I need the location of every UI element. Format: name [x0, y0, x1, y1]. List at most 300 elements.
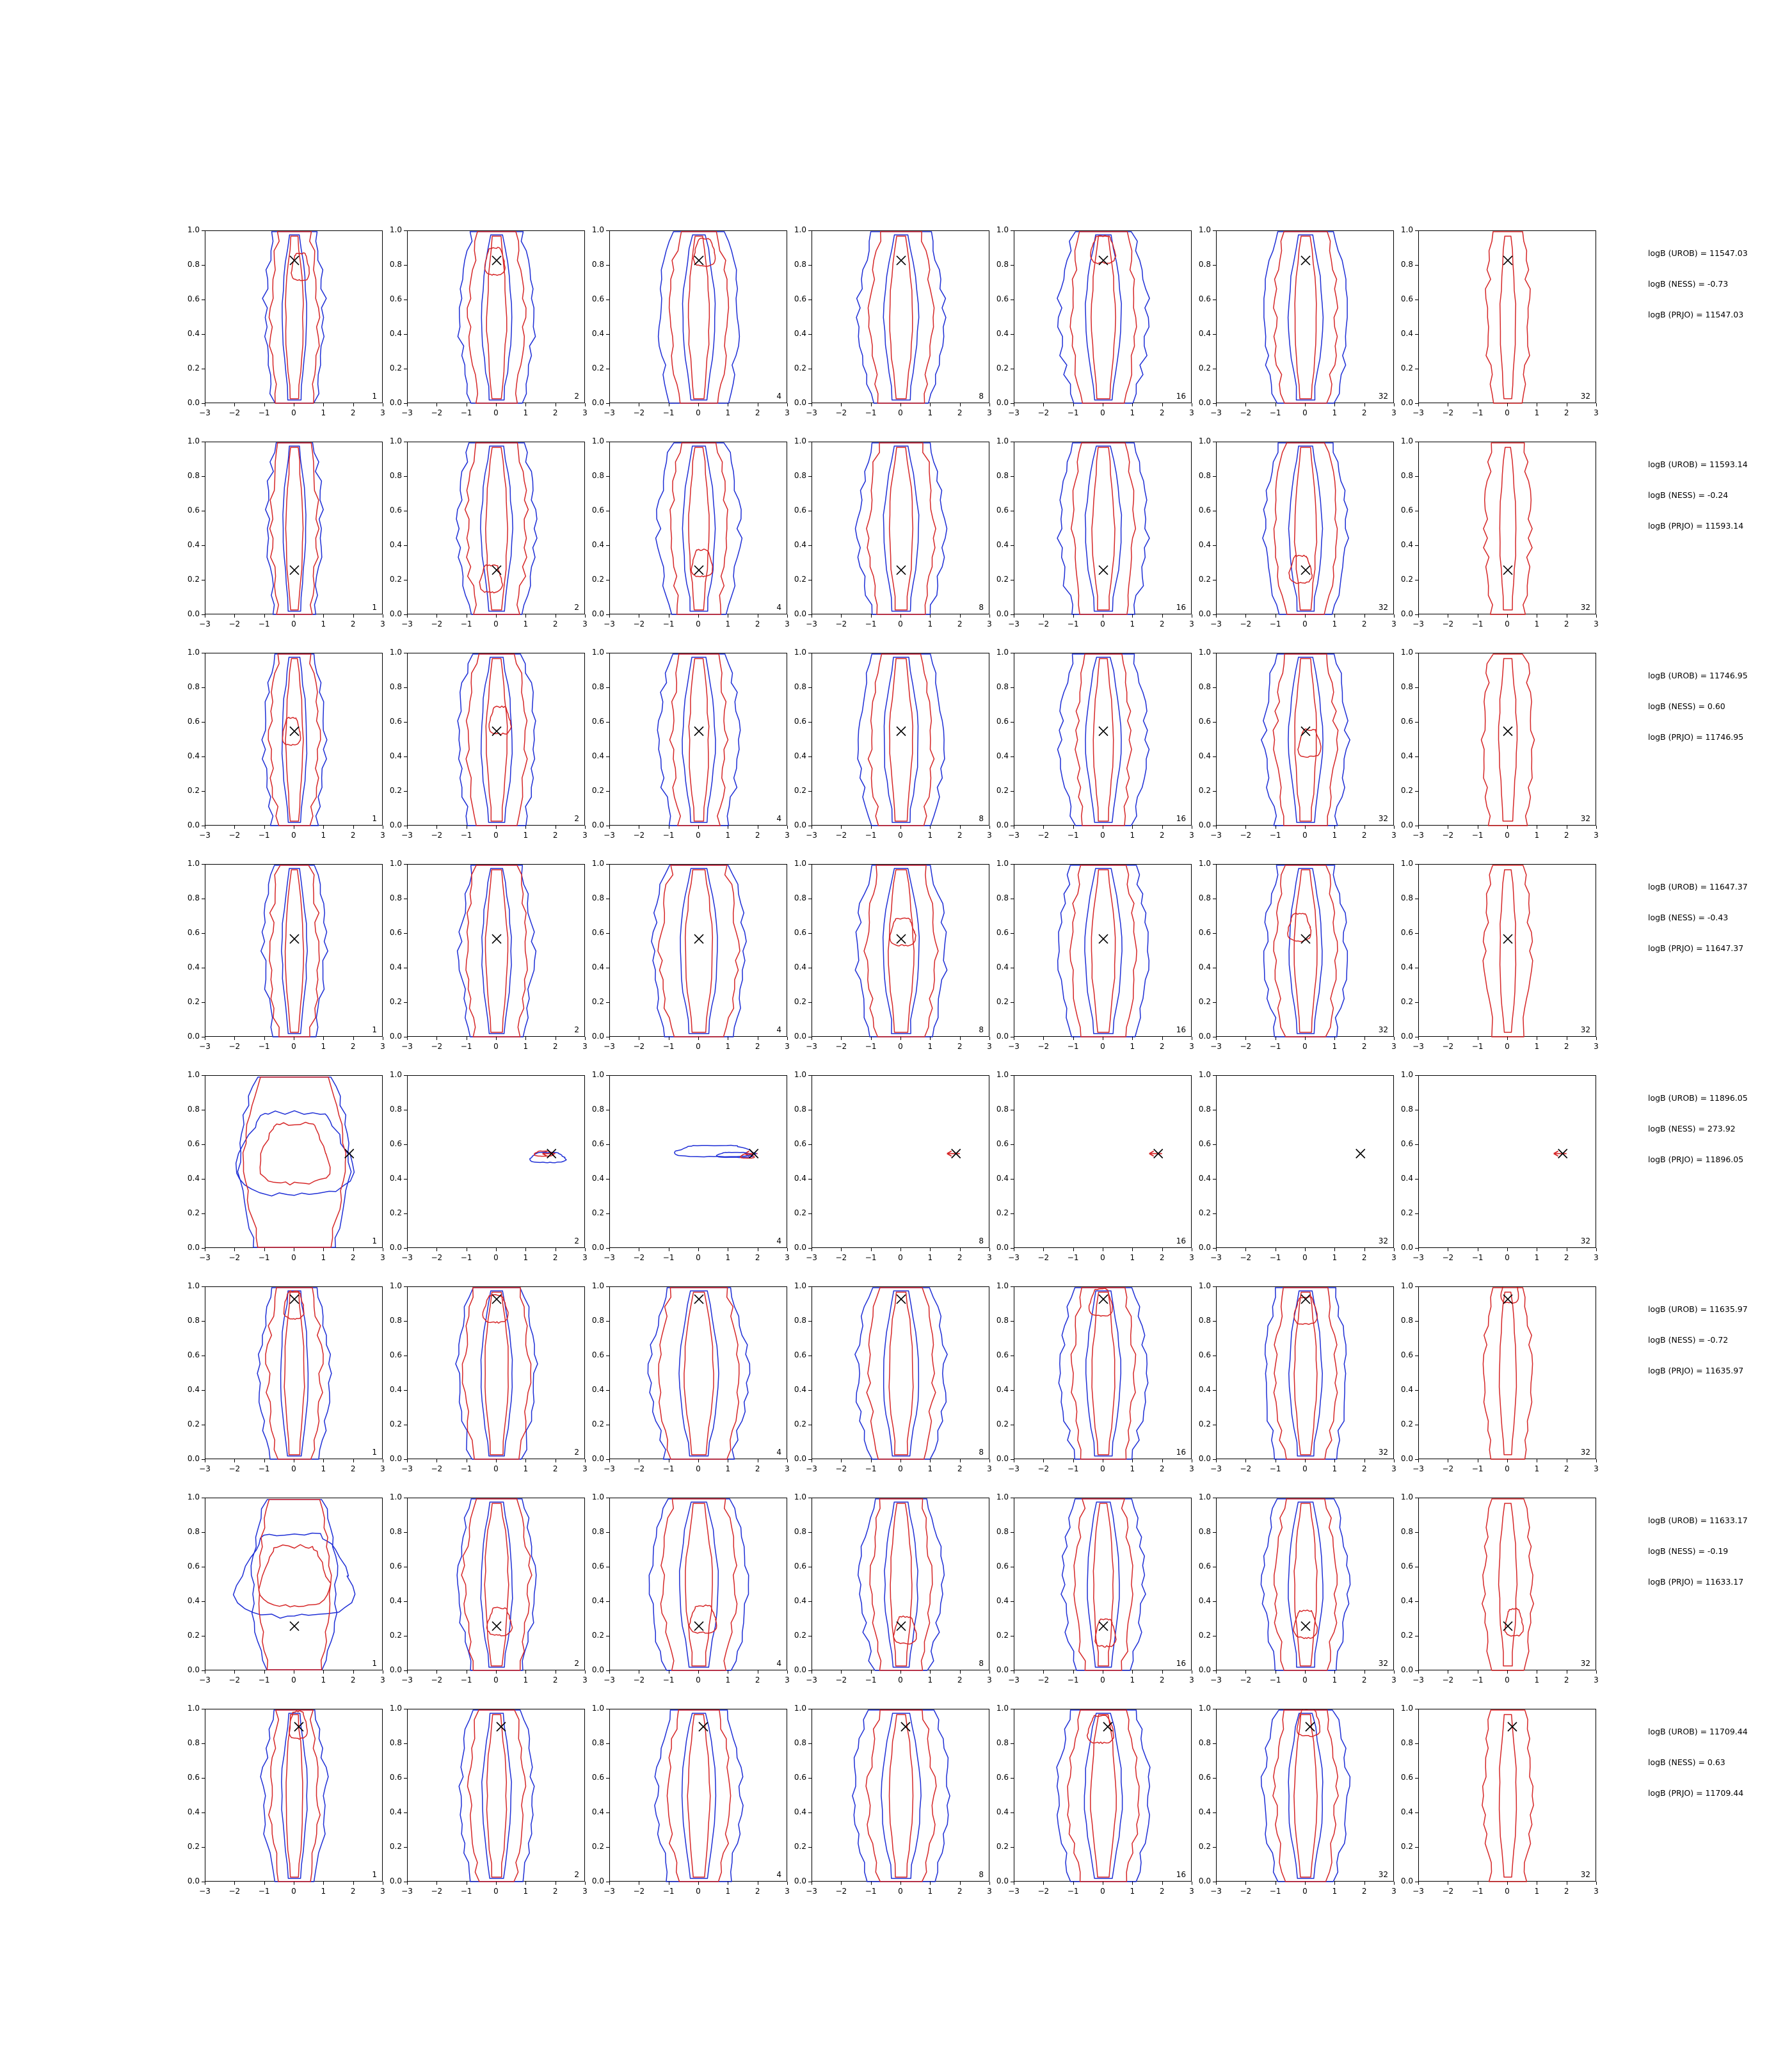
x-tick-label: −2 — [633, 620, 645, 628]
y-tick-label: 0.6 — [187, 1139, 200, 1148]
x-tick-label: −2 — [1442, 408, 1454, 417]
x-tick-label: 0 — [696, 1887, 701, 1896]
series-a-contour — [486, 447, 508, 610]
y-tick-label: 0.8 — [591, 1527, 604, 1536]
y-tick-label: 0.6 — [1400, 1773, 1413, 1782]
x-tick-mark — [1245, 826, 1246, 829]
y-tick-label: 0.8 — [187, 682, 200, 691]
y-tick-label: 0.2 — [389, 786, 402, 795]
x-tick-mark — [1364, 1882, 1365, 1885]
y-tick-mark — [202, 1321, 205, 1322]
y-tick-mark — [404, 1390, 407, 1391]
contour-plot — [1217, 1287, 1395, 1460]
y-tick-mark — [606, 933, 609, 934]
y-tick-label: 0.6 — [591, 717, 604, 726]
y-tick-label: 0.2 — [187, 1208, 200, 1217]
x-tick-label: −2 — [1240, 1464, 1252, 1473]
contour-panel — [1216, 864, 1394, 1037]
y-tick-mark — [606, 756, 609, 757]
y-tick-mark — [404, 334, 407, 335]
y-tick-label: 0.2 — [1198, 1631, 1211, 1640]
row-annotation: logB (NESS) = -0.24 — [1648, 490, 1729, 500]
series-a-contour — [486, 870, 508, 1032]
y-tick-label: 1.0 — [1400, 1704, 1413, 1713]
contour-plot — [1217, 653, 1395, 826]
x-tick-label: −3 — [1008, 1253, 1020, 1262]
x-tick-label: −2 — [1442, 1042, 1454, 1051]
x-tick-label: 2 — [755, 1887, 760, 1896]
y-tick-mark — [606, 1743, 609, 1744]
x-tick-mark — [1305, 1882, 1306, 1885]
y-tick-label: 0.4 — [591, 329, 604, 338]
y-tick-label: 1.0 — [996, 1281, 1009, 1290]
x-tick-label: 3 — [987, 1887, 992, 1896]
y-tick-label: 0.6 — [794, 1562, 806, 1571]
series-a-contour — [658, 865, 740, 1037]
y-tick-mark — [1213, 687, 1216, 688]
x-tick-label: −1 — [1471, 1676, 1484, 1684]
y-tick-label: 0.8 — [389, 1105, 402, 1114]
y-tick-mark — [1011, 1321, 1014, 1322]
series-b-contour — [655, 1710, 743, 1882]
x-tick-label: 2 — [1564, 1887, 1569, 1896]
contour-panel — [812, 1286, 989, 1459]
x-tick-mark — [1162, 614, 1163, 618]
x-tick-label: −1 — [460, 1887, 472, 1896]
y-tick-mark — [1213, 722, 1216, 723]
y-tick-label: 0.2 — [794, 1208, 806, 1217]
y-tick-mark — [1011, 1144, 1014, 1145]
x-tick-label: 0 — [898, 620, 903, 628]
y-tick-label: 0.2 — [591, 1631, 604, 1640]
y-tick-label: 0.4 — [794, 1385, 806, 1394]
y-tick-label: 0.4 — [996, 1385, 1009, 1394]
y-tick-label: 0.0 — [187, 820, 200, 829]
series-b-contour — [261, 865, 328, 1037]
y-tick-label: 0.4 — [389, 1807, 402, 1816]
x-tick-mark — [1596, 614, 1597, 618]
y-tick-mark — [1011, 334, 1014, 335]
x-tick-label: 3 — [582, 1887, 588, 1896]
x-tick-mark — [353, 1037, 354, 1040]
panel-count-label: 16 — [1176, 1236, 1186, 1245]
x-tick-label: 2 — [552, 831, 558, 840]
x-tick-label: −1 — [865, 1042, 877, 1051]
series-b-contour — [1061, 1499, 1146, 1670]
contour-plot — [812, 653, 990, 826]
x-tick-mark — [353, 1670, 354, 1674]
y-tick-label: 0.6 — [996, 1773, 1009, 1782]
y-tick-label: 0.4 — [794, 540, 806, 549]
x-tick-mark — [323, 403, 324, 406]
y-tick-label: 0.8 — [591, 893, 604, 902]
x-tick-label: 2 — [1361, 831, 1367, 840]
series-b-contour — [251, 1500, 337, 1670]
row-annotation: logB (PRJO) = 11746.95 — [1648, 732, 1744, 742]
series-b-contour — [262, 654, 327, 826]
x-tick-mark — [1245, 403, 1246, 406]
x-tick-mark — [1305, 1670, 1306, 1674]
x-tick-label: 3 — [380, 620, 385, 628]
x-tick-mark — [323, 1670, 324, 1674]
x-tick-label: 2 — [957, 408, 963, 417]
panel-count-label: 32 — [1378, 1025, 1388, 1034]
x-tick-mark — [1596, 403, 1597, 406]
truth-marker — [1503, 256, 1512, 265]
truth-marker — [492, 566, 501, 575]
x-tick-mark — [1216, 1037, 1217, 1040]
x-tick-label: 3 — [785, 831, 790, 840]
x-tick-label: 3 — [785, 1887, 790, 1896]
x-tick-label: 2 — [350, 1676, 356, 1684]
y-tick-mark — [1011, 476, 1014, 477]
x-tick-mark — [1305, 614, 1306, 618]
y-tick-mark — [1213, 334, 1216, 335]
y-tick-label: 0.6 — [591, 1139, 604, 1148]
series-a-contour — [1294, 870, 1317, 1032]
contour-plot — [812, 1287, 990, 1460]
y-tick-mark — [1415, 1812, 1418, 1813]
y-tick-label: 1.0 — [591, 1070, 604, 1079]
series-a-contour — [689, 1605, 717, 1633]
series-a-contour — [1483, 865, 1533, 1037]
x-tick-label: −1 — [1269, 1464, 1281, 1473]
x-tick-label: −1 — [1269, 1253, 1281, 1262]
x-tick-mark — [900, 1670, 901, 1674]
x-tick-mark — [496, 1037, 497, 1040]
x-tick-label: 2 — [755, 620, 760, 628]
series-b-contour — [237, 1077, 351, 1247]
y-tick-label: 0.2 — [591, 786, 604, 795]
contour-plot — [1419, 231, 1597, 404]
x-tick-mark — [609, 614, 610, 618]
x-tick-mark — [1305, 1248, 1306, 1251]
truth-marker — [1301, 727, 1310, 736]
x-tick-label: 1 — [1332, 1887, 1338, 1896]
x-tick-mark — [609, 1037, 610, 1040]
contour-panel — [1014, 1075, 1192, 1248]
y-tick-label: 0.0 — [794, 820, 806, 829]
x-tick-label: 1 — [927, 1253, 933, 1262]
series-b-contour — [266, 443, 323, 614]
y-tick-label: 0.4 — [591, 751, 604, 760]
x-tick-mark — [1216, 403, 1217, 406]
x-tick-mark — [1596, 1248, 1597, 1251]
x-tick-mark — [900, 1248, 901, 1251]
x-tick-label: 3 — [1391, 620, 1396, 628]
x-tick-label: 2 — [552, 1464, 558, 1473]
series-b-contour — [884, 1291, 919, 1456]
x-tick-label: −3 — [806, 1042, 817, 1051]
row-annotation: logB (PRJO) = 11633.17 — [1648, 1577, 1744, 1587]
y-tick-mark — [606, 265, 609, 266]
y-tick-mark — [808, 265, 812, 266]
contour-panel — [609, 1709, 787, 1882]
y-tick-label: 0.0 — [1198, 820, 1211, 829]
x-tick-label: 1 — [523, 1676, 529, 1684]
y-tick-label: 0.8 — [1400, 1316, 1413, 1325]
y-tick-mark — [1011, 791, 1014, 792]
contour-plot — [408, 442, 586, 615]
y-tick-label: 0.6 — [591, 1350, 604, 1359]
x-tick-label: −3 — [1210, 408, 1222, 417]
y-tick-label: 0.0 — [591, 1454, 604, 1463]
x-tick-mark — [1043, 1248, 1044, 1251]
contour-panel — [609, 653, 787, 826]
x-tick-label: −2 — [228, 408, 241, 417]
x-tick-label: 1 — [725, 1253, 731, 1262]
contour-plot — [205, 1076, 383, 1249]
truth-marker — [1099, 934, 1108, 943]
x-tick-label: −3 — [806, 831, 817, 840]
x-tick-label: −1 — [1269, 1676, 1281, 1684]
y-tick-label: 0.4 — [187, 1807, 200, 1816]
y-tick-label: 0.6 — [1198, 1562, 1211, 1571]
x-tick-label: −2 — [228, 1887, 241, 1896]
y-tick-label: 0.2 — [794, 786, 806, 795]
contour-plot — [205, 1709, 383, 1882]
y-tick-label: 1.0 — [389, 1704, 402, 1713]
y-tick-mark — [1011, 1286, 1014, 1287]
series-b-contour — [1289, 446, 1323, 611]
x-tick-mark — [1334, 1459, 1335, 1462]
y-tick-mark — [404, 791, 407, 792]
contour-plot — [610, 1076, 788, 1249]
x-tick-label: 2 — [1564, 1676, 1569, 1684]
contour-plot — [1217, 1076, 1395, 1249]
y-tick-label: 0.0 — [794, 1665, 806, 1674]
series-a-contour — [868, 654, 934, 826]
contour-panel — [609, 1286, 787, 1459]
x-tick-mark — [1596, 1037, 1597, 1040]
y-tick-label: 0.8 — [187, 1527, 200, 1536]
truth-marker — [492, 934, 501, 943]
x-tick-mark — [1596, 1882, 1597, 1885]
x-tick-label: −2 — [1037, 620, 1050, 628]
series-b-contour — [1059, 1288, 1148, 1459]
y-tick-label: 0.4 — [996, 1807, 1009, 1816]
series-b-contour — [481, 657, 513, 822]
y-tick-label: 0.8 — [996, 682, 1009, 691]
y-tick-label: 1.0 — [794, 1281, 806, 1290]
y-tick-label: 0.0 — [1400, 1032, 1413, 1041]
x-tick-mark — [871, 1248, 872, 1251]
y-tick-mark — [202, 1179, 205, 1180]
x-tick-label: 3 — [785, 1464, 790, 1473]
y-tick-mark — [606, 1601, 609, 1602]
y-tick-mark — [606, 1213, 609, 1214]
y-tick-label: 1.0 — [1198, 1281, 1211, 1290]
x-tick-label: 1 — [1130, 1887, 1135, 1896]
y-tick-mark — [1213, 756, 1216, 757]
x-tick-mark — [871, 1670, 872, 1674]
contour-plot — [1419, 1498, 1597, 1671]
x-tick-label: 0 — [291, 1464, 296, 1473]
x-tick-label: 3 — [1391, 1464, 1396, 1473]
series-a-contour — [687, 1715, 710, 1877]
y-tick-mark — [202, 1002, 205, 1003]
x-tick-label: 1 — [1534, 408, 1540, 417]
y-tick-label: 0.2 — [1400, 1420, 1413, 1428]
x-tick-label: 2 — [1159, 1253, 1165, 1262]
y-tick-label: 1.0 — [1198, 225, 1211, 234]
y-tick-label: 1.0 — [591, 648, 604, 657]
y-tick-mark — [1415, 864, 1418, 865]
y-tick-mark — [1011, 933, 1014, 934]
contour-panel — [205, 1709, 383, 1882]
contour-panel — [1418, 1286, 1596, 1459]
x-tick-mark — [698, 1670, 699, 1674]
panel-count-label: 1 — [372, 814, 377, 823]
panel-count-label: 32 — [1378, 1659, 1388, 1668]
x-tick-label: 1 — [1130, 1676, 1135, 1684]
y-tick-mark — [1415, 334, 1418, 335]
y-tick-label: 0.0 — [996, 609, 1009, 618]
x-tick-label: 1 — [321, 1464, 326, 1473]
x-tick-mark — [264, 1882, 265, 1885]
y-tick-mark — [808, 545, 812, 546]
y-tick-label: 0.6 — [1400, 1139, 1413, 1148]
x-tick-label: 0 — [1302, 620, 1308, 628]
panel-count-label: 1 — [372, 1236, 377, 1245]
x-tick-mark — [407, 1248, 408, 1251]
series-a-contour — [685, 1503, 712, 1666]
y-tick-label: 0.6 — [389, 506, 402, 515]
x-tick-mark — [1418, 1459, 1419, 1462]
x-tick-mark — [1073, 1248, 1074, 1251]
y-tick-mark — [404, 1286, 407, 1287]
y-tick-label: 0.8 — [591, 260, 604, 269]
y-tick-mark — [404, 545, 407, 546]
y-tick-label: 0.4 — [996, 329, 1009, 338]
x-tick-label: 0 — [1302, 1253, 1308, 1262]
y-tick-label: 1.0 — [1198, 1492, 1211, 1501]
x-tick-label: 3 — [1391, 1887, 1396, 1896]
x-tick-mark — [698, 1037, 699, 1040]
x-tick-label: 3 — [582, 1253, 588, 1262]
x-tick-label: 1 — [725, 620, 731, 628]
panel-count-label: 16 — [1176, 1870, 1186, 1879]
y-tick-label: 0.6 — [1400, 1562, 1413, 1571]
x-tick-mark — [407, 1670, 408, 1674]
x-tick-label: −3 — [401, 831, 413, 840]
x-tick-label: −3 — [604, 408, 615, 417]
x-tick-mark — [1073, 826, 1074, 829]
y-tick-label: 0.2 — [996, 1842, 1009, 1851]
contour-plot — [205, 865, 383, 1037]
x-tick-label: −1 — [258, 1464, 270, 1473]
x-tick-mark — [930, 826, 931, 829]
y-tick-label: 1.0 — [187, 1070, 200, 1079]
y-tick-label: 1.0 — [794, 1704, 806, 1713]
x-tick-mark — [496, 1882, 497, 1885]
y-tick-mark — [1415, 722, 1418, 723]
y-tick-label: 0.0 — [794, 1454, 806, 1463]
series-a-contour — [1500, 1715, 1517, 1877]
x-tick-label: 0 — [696, 408, 701, 417]
truth-marker — [1503, 566, 1512, 575]
truth-marker — [1301, 1295, 1310, 1304]
x-tick-mark — [1364, 1459, 1365, 1462]
x-tick-label: 2 — [1564, 1464, 1569, 1473]
contour-panel — [1014, 1286, 1192, 1459]
x-tick-label: −2 — [633, 1464, 645, 1473]
y-tick-label: 1.0 — [389, 1070, 402, 1079]
x-tick-label: 0 — [1505, 1253, 1510, 1262]
series-a-contour — [689, 447, 709, 610]
y-tick-mark — [1415, 791, 1418, 792]
y-tick-label: 0.8 — [389, 682, 402, 691]
x-tick-label: 1 — [725, 831, 731, 840]
x-tick-label: −3 — [1008, 1464, 1020, 1473]
x-tick-label: 0 — [291, 1253, 296, 1262]
x-tick-label: 1 — [321, 408, 326, 417]
series-a-contour — [1289, 556, 1312, 584]
y-tick-label: 0.6 — [389, 717, 402, 726]
y-tick-label: 0.4 — [1198, 963, 1211, 972]
y-tick-label: 0.8 — [187, 471, 200, 480]
y-tick-label: 0.2 — [1400, 1842, 1413, 1851]
series-b-contour — [1085, 446, 1122, 611]
y-tick-label: 0.2 — [1198, 364, 1211, 372]
x-tick-label: 2 — [957, 1042, 963, 1051]
x-tick-mark — [1507, 1670, 1508, 1674]
y-tick-label: 0.0 — [187, 1454, 200, 1463]
x-tick-label: −1 — [865, 408, 877, 417]
y-tick-label: 1.0 — [591, 436, 604, 445]
row-annotation: logB (UROB) = 11896.05 — [1648, 1093, 1748, 1103]
series-b-contour — [881, 1713, 921, 1878]
y-tick-label: 0.8 — [1198, 682, 1211, 691]
series-a-contour — [1294, 1503, 1317, 1666]
contour-panel — [407, 653, 585, 826]
y-tick-label: 0.0 — [794, 1876, 806, 1885]
contour-plot — [408, 653, 586, 826]
x-tick-label: −2 — [431, 831, 443, 840]
x-tick-label: −1 — [662, 1253, 675, 1262]
y-tick-label: 0.6 — [1198, 717, 1211, 726]
y-tick-mark — [808, 791, 812, 792]
x-tick-label: −3 — [1008, 408, 1020, 417]
y-tick-mark — [1415, 756, 1418, 757]
y-tick-mark — [1011, 722, 1014, 723]
y-tick-label: 0.2 — [187, 575, 200, 584]
y-tick-label: 0.0 — [1400, 1454, 1413, 1463]
x-tick-mark — [609, 1882, 610, 1885]
contour-plot — [1014, 653, 1192, 826]
x-tick-label: 2 — [350, 831, 356, 840]
x-tick-label: −3 — [604, 1253, 615, 1262]
y-tick-mark — [808, 1213, 812, 1214]
x-tick-mark — [871, 1882, 872, 1885]
series-b-contour — [883, 235, 918, 400]
truth-marker — [1356, 1149, 1365, 1158]
panel-count-label: 32 — [1580, 1448, 1590, 1457]
y-tick-label: 0.0 — [794, 398, 806, 407]
y-tick-label: 0.8 — [996, 1738, 1009, 1747]
x-tick-mark — [900, 1882, 901, 1885]
x-tick-label: 1 — [321, 1042, 326, 1051]
y-tick-label: 0.6 — [996, 1350, 1009, 1359]
y-tick-mark — [202, 722, 205, 723]
x-tick-label: 2 — [1159, 1676, 1165, 1684]
x-tick-mark — [264, 1670, 265, 1674]
x-tick-label: 3 — [1391, 1042, 1396, 1051]
y-tick-label: 0.6 — [996, 1562, 1009, 1571]
series-a-contour — [1075, 654, 1132, 826]
y-tick-label: 1.0 — [187, 1704, 200, 1713]
y-tick-mark — [1213, 1532, 1216, 1533]
